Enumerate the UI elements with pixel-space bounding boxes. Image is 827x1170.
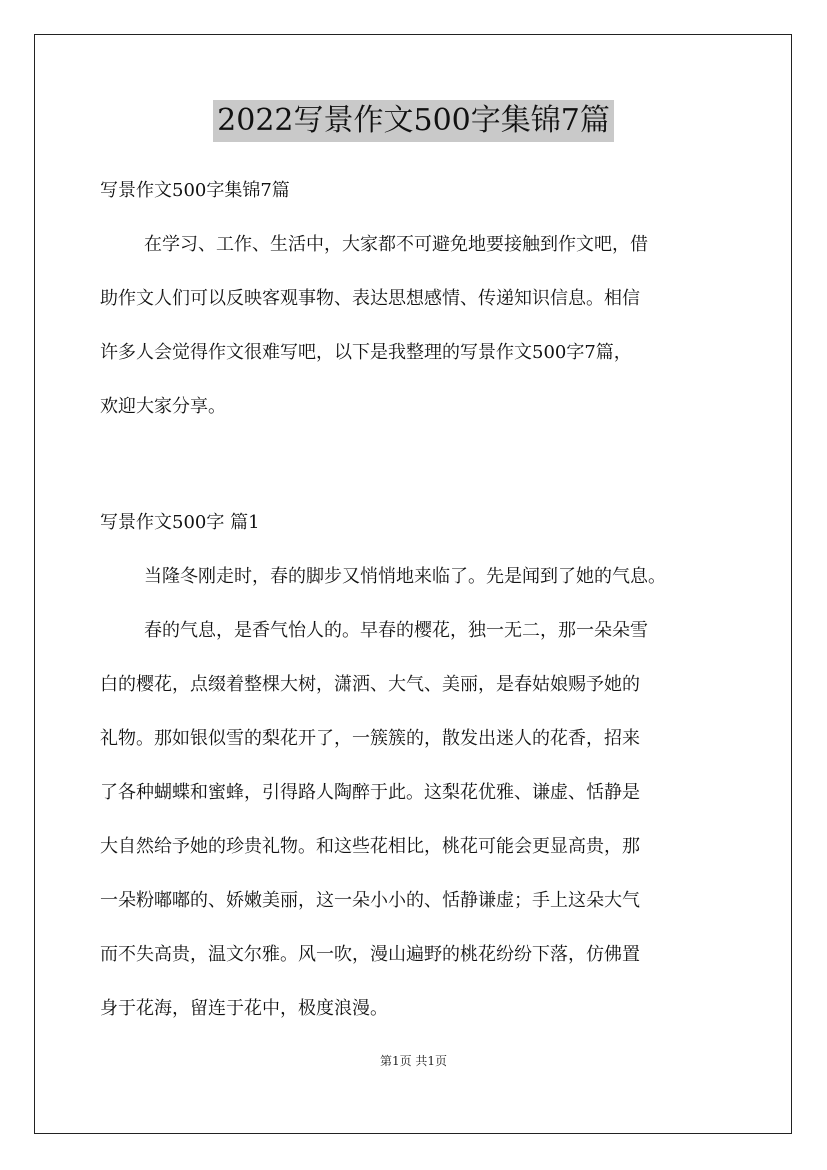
section-line: 一朵粉嘟嘟的、娇嫩美丽，这一朵小小的、恬静谦虚；手上这朵大气: [100, 890, 640, 911]
section-heading: 写景作文500字 篇1: [100, 512, 260, 533]
intro-line: 欢迎大家分享。: [100, 396, 226, 417]
section-line: 春的气息，是香气怡人的。早春的樱花，独一无二，那一朵朵雪: [144, 620, 648, 641]
section-line: 大自然给予她的珍贵礼物。和这些花相比，桃花可能会更显高贵，那: [100, 836, 640, 857]
document-body: [100, 164, 740, 1036]
intro-line: 许多人会觉得作文很难写吧，以下是我整理的写景作文500字7篇，: [100, 342, 632, 363]
section-line: 礼物。那如银似雪的梨花开了，一簇簇的，散发出迷人的花香，招来: [100, 728, 640, 749]
document-title-text: 2022写景作文500字集锦7篇: [213, 100, 614, 142]
paragraph-gap: [100, 434, 740, 496]
document-title: [0, 100, 827, 142]
section-line: 白的樱花，点缀着整棵大树，潇洒、大气、美丽，是春姑娘赐予她的: [100, 674, 640, 695]
intro-line: 在学习、工作、生活中，大家都不可避免地要接触到作文吧，借: [144, 234, 648, 255]
page-footer: 第1页 共1页: [379, 1054, 448, 1068]
section-line: 而不失高贵，温文尔雅。风一吹，漫山遍野的桃花纷纷下落，仿佛置: [100, 944, 640, 965]
section-line: 身于花海，留连于花中，极度浪漫。: [100, 998, 388, 1019]
subtitle: 写景作文500字集锦7篇: [100, 180, 290, 201]
section-line: 当隆冬刚走时，春的脚步又悄悄地来临了。先是闻到了她的气息。: [144, 566, 666, 587]
intro-line: 助作文人们可以反映客观事物、表达思想感情、传递知识信息。相信: [100, 288, 640, 309]
section-line: 了各种蝴蝶和蜜蜂，引得路人陶醉于此。这梨花优雅、谦虚、恬静是: [100, 782, 640, 803]
